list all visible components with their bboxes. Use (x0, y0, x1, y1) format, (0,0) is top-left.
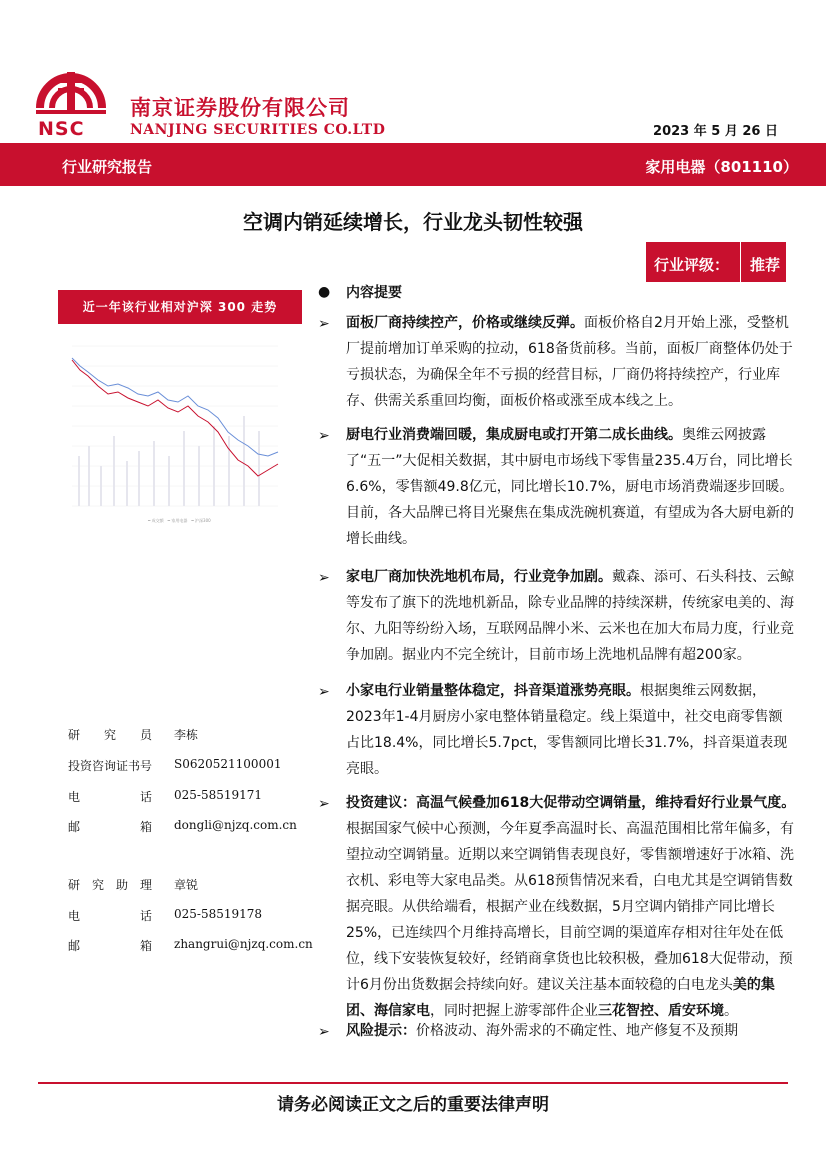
rating-value: 推荐 (750, 256, 781, 274)
arrow-bullet-icon: ➢ (318, 1024, 330, 1040)
arrow-bullet-icon: ➢ (318, 684, 330, 700)
summary-item-text: 戴森、添可、石头科技、云鲸等发布了旗下的洗地机新品，除专业品牌的持续深耕，传统家电美的、海尔、九阳等纷纷入场，互联网品牌小米、云米也在加大布局力度，行业竞争加剧。据业内不完全统计，目前市场上洗地机品牌有超200家。 (346, 569, 794, 663)
company-logo (32, 66, 110, 140)
rating-label: 行业评级： (654, 256, 730, 274)
legal-notice: 请务必阅读正文之后的重要法律声明 (277, 1095, 549, 1115)
summary-item (346, 310, 796, 414)
risk-item (346, 1018, 796, 1044)
summary-item-text: 根据奥维云网数据，2023年1-4月厨房小家电整体销量稳定。线上渠道中，社交电商零售额占比18.4%，同比增长5.7pct，零售额同比增长31.7%，抖音渠道表现亮眼。 (346, 683, 788, 777)
arrow-bullet-icon: ➢ (318, 428, 330, 444)
summary-item (346, 422, 796, 552)
summary-heading: 内容提要 (346, 285, 402, 301)
summary-item (346, 790, 796, 1024)
summary-item-text: 奥维云网披露了“五一”大促相关数据，其中厨电市场线下零售量235.4万台，同比增长6.6%，零售额49.8亿元，同比增长10.7%，厨电市场消费端逐步回暖。目前，各大品牌已将目光聚焦在集成洗碗机赛道，有望成为各大厨电新的增长曲线。 (346, 427, 794, 547)
risk-text: 价格波动、海外需求的不确定性、地产修复不及预期 (416, 1023, 738, 1039)
assistant-email-label: 邮 箱 (68, 939, 153, 953)
industry-label: 家用电器（801110） (645, 158, 798, 176)
summary-item-bold: 厨电行业消费端回暖，集成厨电或打开第二成长曲线。 (346, 427, 682, 443)
heading-bullet: ● (318, 284, 331, 300)
summary-item-text: ，同时把握上游零部件企业 (430, 1003, 598, 1019)
company-name-cn: 南京证券股份有限公司 (130, 96, 350, 120)
summary-item-bold: 三花智控、盾安环境 (598, 1003, 724, 1019)
summary-item-bold: 面板厂商持续控产，价格或继续反弹。 (346, 315, 584, 331)
summary-item-bold: 投资建议：高温气候叠加618大促带动空调销量，维持看好行业景气度。 (346, 795, 796, 811)
analyst-name: 李栋 (174, 728, 199, 742)
summary-item-text: 。 (724, 1003, 738, 1019)
assistant-role: 研 究 助 理 (68, 878, 153, 892)
assistant-phone: 025-58519178 (174, 907, 263, 921)
arrow-bullet-icon: ➢ (318, 796, 330, 812)
chart-title: 近一年该行业相对沪深 300 走势 (58, 290, 302, 324)
assistant-email[interactable]: zhangrui@njzq.com.cn (174, 937, 313, 951)
rating-divider (740, 242, 741, 282)
phone-label: 电 话 (68, 790, 153, 804)
logo-text: NSC (38, 118, 85, 140)
cert-number: S0620521100001 (174, 757, 282, 771)
summary-item-bold: 美的集团、海信家电 (346, 977, 775, 1019)
report-title: 空调内销延续增长，行业龙头韧性较强 (243, 210, 583, 234)
relative-performance-chart (58, 336, 302, 526)
assistant-phone-label: 电 话 (68, 909, 153, 923)
summary-item (346, 564, 796, 668)
analyst-role: 研 究 员 (68, 728, 153, 742)
company-name-en: NANJING SECURITIES CO.LTD (130, 122, 386, 138)
analyst-phone: 025-58519171 (174, 788, 263, 802)
email-label: 邮 箱 (68, 820, 153, 834)
assistant-name: 章锐 (174, 878, 199, 892)
analyst-email[interactable]: dongli@njzq.com.cn (174, 818, 297, 832)
arrow-bullet-icon: ➢ (318, 570, 330, 586)
cert-label: 投资咨询证书号 (68, 759, 153, 773)
arrow-bullet-icon: ➢ (318, 316, 330, 332)
footer-divider (38, 1082, 788, 1084)
summary-item-text: 面板价格自2月开始上涨，受整机厂提前增加订单采购的拉动，618备货前移。当前，面板厂商整体仍处于亏损状态，为确保全年不亏损的经营目标，厂商仍将持续控产，行业库存、供需关系重回均衡，面板价格或涨至成本线之上。 (346, 315, 793, 409)
report-date: 2023 年 5 月 26 日 (653, 124, 778, 139)
summary-item-bold: 家电厂商加快洗地机布局，行业竞争加剧。 (346, 569, 612, 585)
svg-text:━ 成交额 ━ 家用电器 ━ 沪深300: ━ 成交额 ━ 家用电器 ━ 沪深300 (148, 518, 211, 523)
summary-item-bold: 小家电行业销量整体稳定，抖音渠道涨势亮眼。 (346, 683, 640, 699)
report-type: 行业研究报告 (62, 158, 153, 176)
risk-label: 风险提示： (346, 1023, 416, 1039)
summary-item (346, 678, 796, 782)
summary-item-text: 根据国家气候中心预测，今年夏季高温时长、高温范围相比常年偏多，有望拉动空调销量。近期以来空调销售表现良好，零售额增速好于冰箱、洗衣机、彩电等大家电品类。从618预售情况来看，白电尤其是空调销售数据亮眼。从供给端看，根据产业在线数据，5月空调内销排产同比增长25%，已连续四个月维持高增长，目前空调的渠道库存相对往年处在低位，线下安装恢复较好，经销商拿货也比较积极，叠加618大促带动，预计6月份出货数据会持续向好。建议关注基本面较稳的白电龙头 (346, 821, 794, 993)
